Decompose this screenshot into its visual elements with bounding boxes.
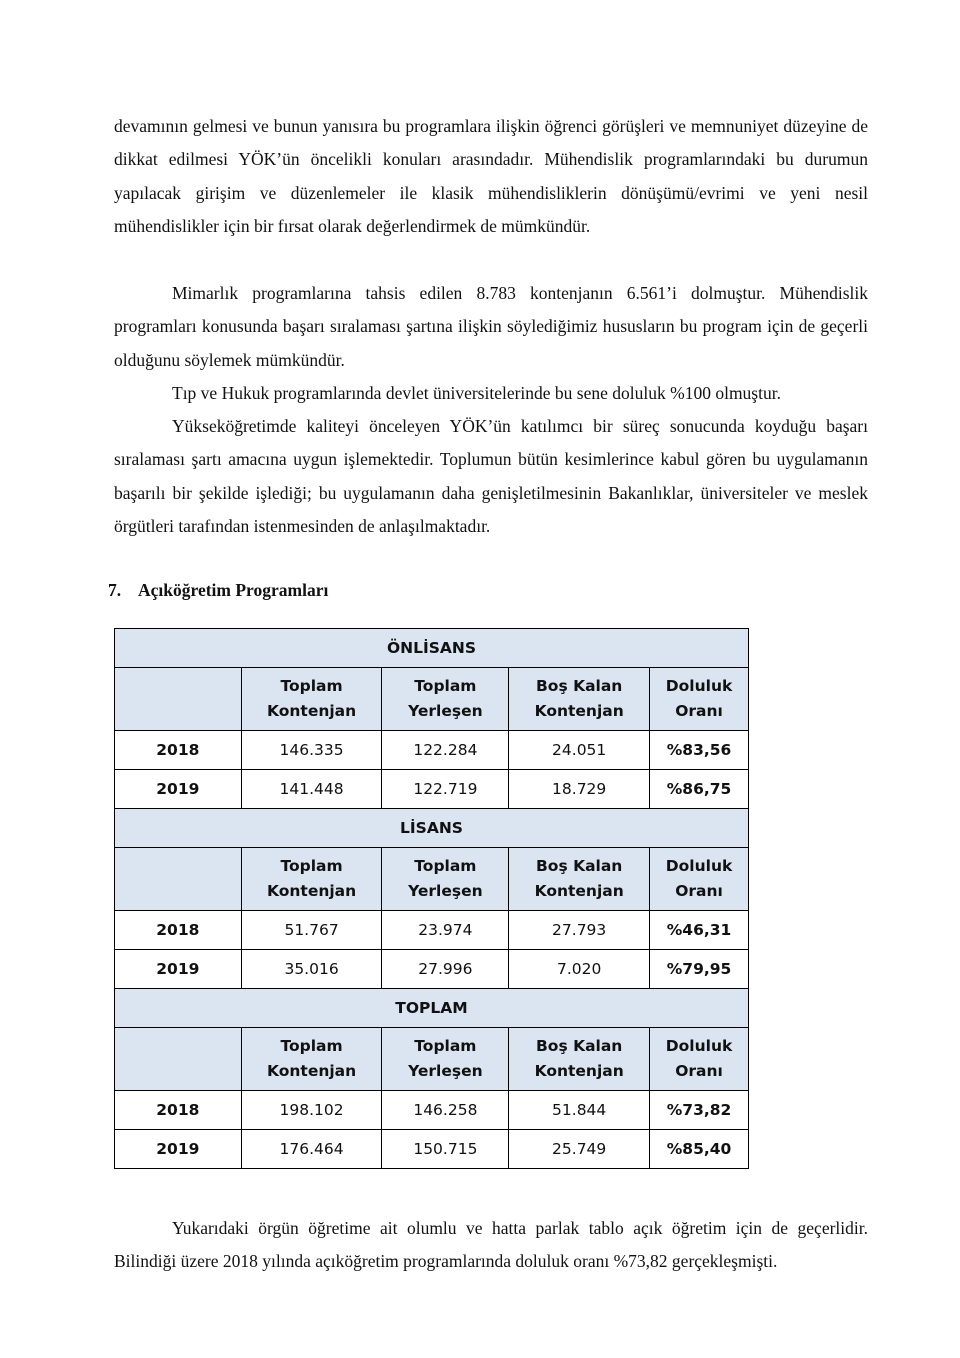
doluluk-cell: %85,40 <box>650 1130 749 1169</box>
table-section-row <box>115 629 749 668</box>
year-cell: 2018 <box>115 731 242 770</box>
paragraph-medicine-law: Tıp ve Hukuk programlarında devlet üniversitelerinde bu sene doluluk %100 olmuştur. <box>172 383 781 403</box>
yerlesen-cell: 27.996 <box>382 950 509 989</box>
table-row <box>115 911 749 950</box>
bos-kalan-cell: 25.749 <box>509 1130 650 1169</box>
doluluk-cell: %83,56 <box>650 731 749 770</box>
doluluk-cell: %73,82 <box>650 1091 749 1130</box>
open-education-table <box>114 628 749 1169</box>
yerlesen-cell: 146.258 <box>382 1091 509 1130</box>
kontenjan-cell: 141.448 <box>241 770 382 809</box>
header-cell: Doluluk Oranı <box>650 848 749 911</box>
table-section-row <box>115 989 749 1028</box>
yerlesen-cell: 122.284 <box>382 731 509 770</box>
header-cell: Toplam Kontenjan <box>241 668 382 731</box>
header-cell: Doluluk Oranı <box>650 668 749 731</box>
header-cell: Boş Kalan Kontenjan <box>509 1028 650 1091</box>
year-cell: 2019 <box>115 1130 242 1169</box>
bos-kalan-cell: 18.729 <box>509 770 650 809</box>
table-row <box>115 731 749 770</box>
table-header-row <box>115 668 749 731</box>
section-number: 7. <box>108 580 122 600</box>
table-header-row <box>115 1028 749 1091</box>
kontenjan-cell: 51.767 <box>241 911 382 950</box>
section-title-cell: LİSANS <box>115 809 749 848</box>
kontenjan-cell: 35.016 <box>241 950 382 989</box>
header-cell: Toplam Kontenjan <box>241 848 382 911</box>
bos-kalan-cell: 51.844 <box>509 1091 650 1130</box>
bos-kalan-cell: 24.051 <box>509 731 650 770</box>
table-header-row <box>115 848 749 911</box>
header-cell: Boş Kalan Kontenjan <box>509 848 650 911</box>
section-heading <box>108 580 328 601</box>
table-row <box>115 770 749 809</box>
bos-kalan-cell: 27.793 <box>509 911 650 950</box>
header-empty-cell <box>115 848 242 911</box>
kontenjan-cell: 146.335 <box>241 731 382 770</box>
table-row <box>115 950 749 989</box>
header-cell: Toplam Yerleşen <box>382 848 509 911</box>
doluluk-cell: %46,31 <box>650 911 749 950</box>
section-title-cell: TOPLAM <box>115 989 749 1028</box>
year-cell: 2018 <box>115 911 242 950</box>
year-cell: 2019 <box>115 770 242 809</box>
header-cell: Toplam Kontenjan <box>241 1028 382 1091</box>
doluluk-cell: %79,95 <box>650 950 749 989</box>
header-cell: Toplam Yerleşen <box>382 1028 509 1091</box>
year-cell: 2018 <box>115 1091 242 1130</box>
header-cell: Toplam Yerleşen <box>382 668 509 731</box>
table-section-row <box>115 809 749 848</box>
paragraph-success-ranking: Yükseköğretimde kaliteyi önceleyen YÖK’ün katılımcı bir süreç sonucunda koyduğu başarı sıralaması şartı amacına uygun işlemektedir. Toplumun bütün kesimlerince kabul gören bu uygulamanın başarılı bir şekilde işlediği; bu uygulamanın daha genişletilmesinin Bakanlıklar, üniversiteler ve meslek örgütleri tarafından istenmesinden de anlaşılmaktadır. <box>114 416 868 537</box>
kontenjan-cell: 176.464 <box>241 1130 382 1169</box>
paragraph-engineering-continuation: devamının gelmesi ve bunun yanısıra bu programlara ilişkin öğrenci görüşleri ve memnuniyet düzeyine de dikkat edilmesi YÖK’ün öncelikli konuları arasındadır. Mühendislik programlarındaki bu durumun yapılacak girişim ve düzenlemeler ile klasik mühendisliklerin dönüşümü/evrimi ve yeni nesil mühendislikler için bir fırsat olarak değerlendirmek de mümkündür. <box>114 116 868 237</box>
bos-kalan-cell: 7.020 <box>509 950 650 989</box>
doluluk-cell: %86,75 <box>650 770 749 809</box>
yerlesen-cell: 122.719 <box>382 770 509 809</box>
yerlesen-cell: 150.715 <box>382 1130 509 1169</box>
section-title-cell: ÖNLİSANS <box>115 629 749 668</box>
section-title: Açıköğretim Programları <box>138 580 329 600</box>
table-row <box>115 1091 749 1130</box>
header-empty-cell <box>115 1028 242 1091</box>
header-cell: Doluluk Oranı <box>650 1028 749 1091</box>
paragraph-open-education-summary: Yukarıdaki örgün öğretime ait olumlu ve hatta parlak tablo açık öğretim için de geçerlidir. Bilindiği üzere 2018 yılında açıköğretim programlarında doluluk oranı %73,82 gerçekleşmişti. <box>114 1218 868 1272</box>
table-row <box>115 1130 749 1169</box>
kontenjan-cell: 198.102 <box>241 1091 382 1130</box>
header-empty-cell <box>115 668 242 731</box>
header-cell: Boş Kalan Kontenjan <box>509 668 650 731</box>
yerlesen-cell: 23.974 <box>382 911 509 950</box>
year-cell: 2019 <box>115 950 242 989</box>
paragraph-architecture: Mimarlık programlarına tahsis edilen 8.783 kontenjanın 6.561’i dolmuştur. Mühendislik programları konusunda başarı sıralaması şartına ilişkin söylediğimiz hususların bu program için de geçerli olduğunu söylemek mümkündür. <box>114 283 868 370</box>
